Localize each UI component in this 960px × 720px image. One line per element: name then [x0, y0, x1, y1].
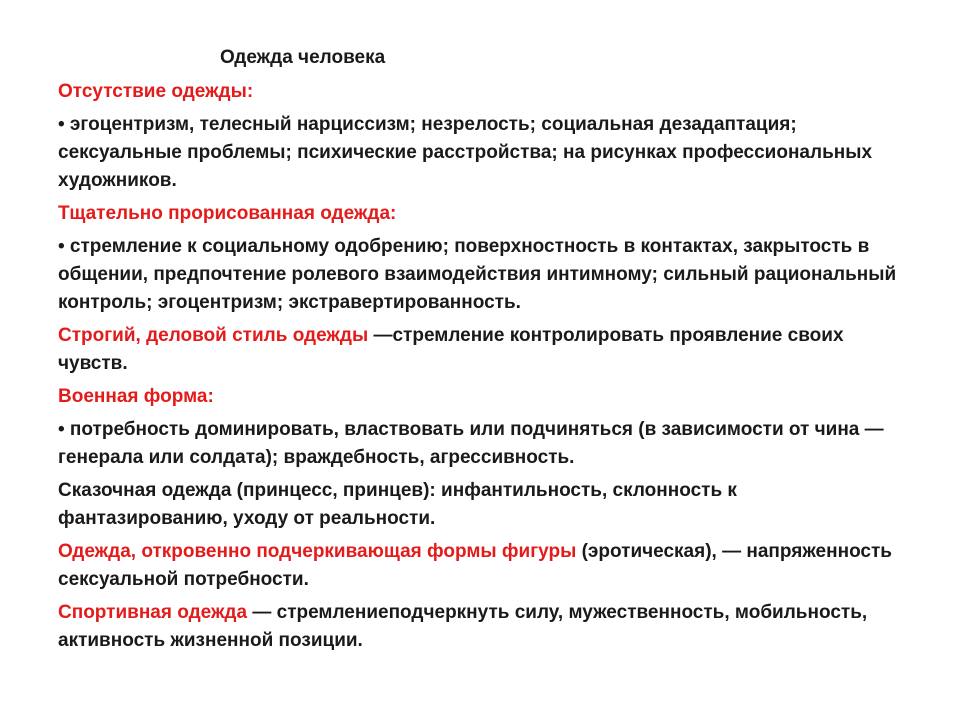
section-text-business-style: —стремление контролировать проявление своих чувств.: [58, 325, 844, 374]
section-sport: [58, 599, 908, 655]
section-text-no-clothes: • эгоцентризм, телесный нарциссизм; незрелость; социальная дезадаптация; сексуальные проблемы; психические расстройства; на рисунках профессиональных художников.: [58, 114, 873, 191]
slide-title: Одежда человека: [220, 47, 386, 68]
section-text-sport: — стремлениеподчеркнуть силу, мужественность, мобильность, активность жизненной позиции.: [58, 602, 868, 651]
section-text-fairytale: Сказочная одежда (принцесс, принцев): инфантильность, склонность к фантазированию, уходу от реальности.: [58, 480, 737, 529]
section-text-revealing: (эротическая), — напряженность сексуальной потребности.: [58, 541, 892, 590]
section-lead-sport: Спортивная одежда: [58, 602, 253, 623]
section-revealing: [58, 538, 908, 594]
section-lead-revealing: Одежда, откровенно подчеркивающая формы фигуры: [58, 541, 582, 562]
section-heading-no-clothes: Отсутствие одежды:: [58, 81, 254, 102]
slide-body: [58, 78, 908, 660]
section-lead-business-style: Строгий, деловой стиль одежды: [58, 325, 374, 346]
section-heading-detailed-clothes: Тщательно прорисованная одежда:: [58, 203, 397, 224]
section-text-military: • потребность доминировать, властвовать или подчиняться (в зависимости от чина — генерала или солдата); враждебность, агрессивность.: [58, 419, 884, 468]
section-business-style: [58, 322, 908, 378]
section-text-detailed-clothes: • стремление к социальному одобрению; поверхностность в контактах, закрытость в общении, предпочтение ролевого взаимодействия интимному; сильный рациональный контроль; эгоцентризм; экстравертированность.: [58, 236, 897, 313]
section-heading-military: Военная форма:: [58, 386, 214, 407]
